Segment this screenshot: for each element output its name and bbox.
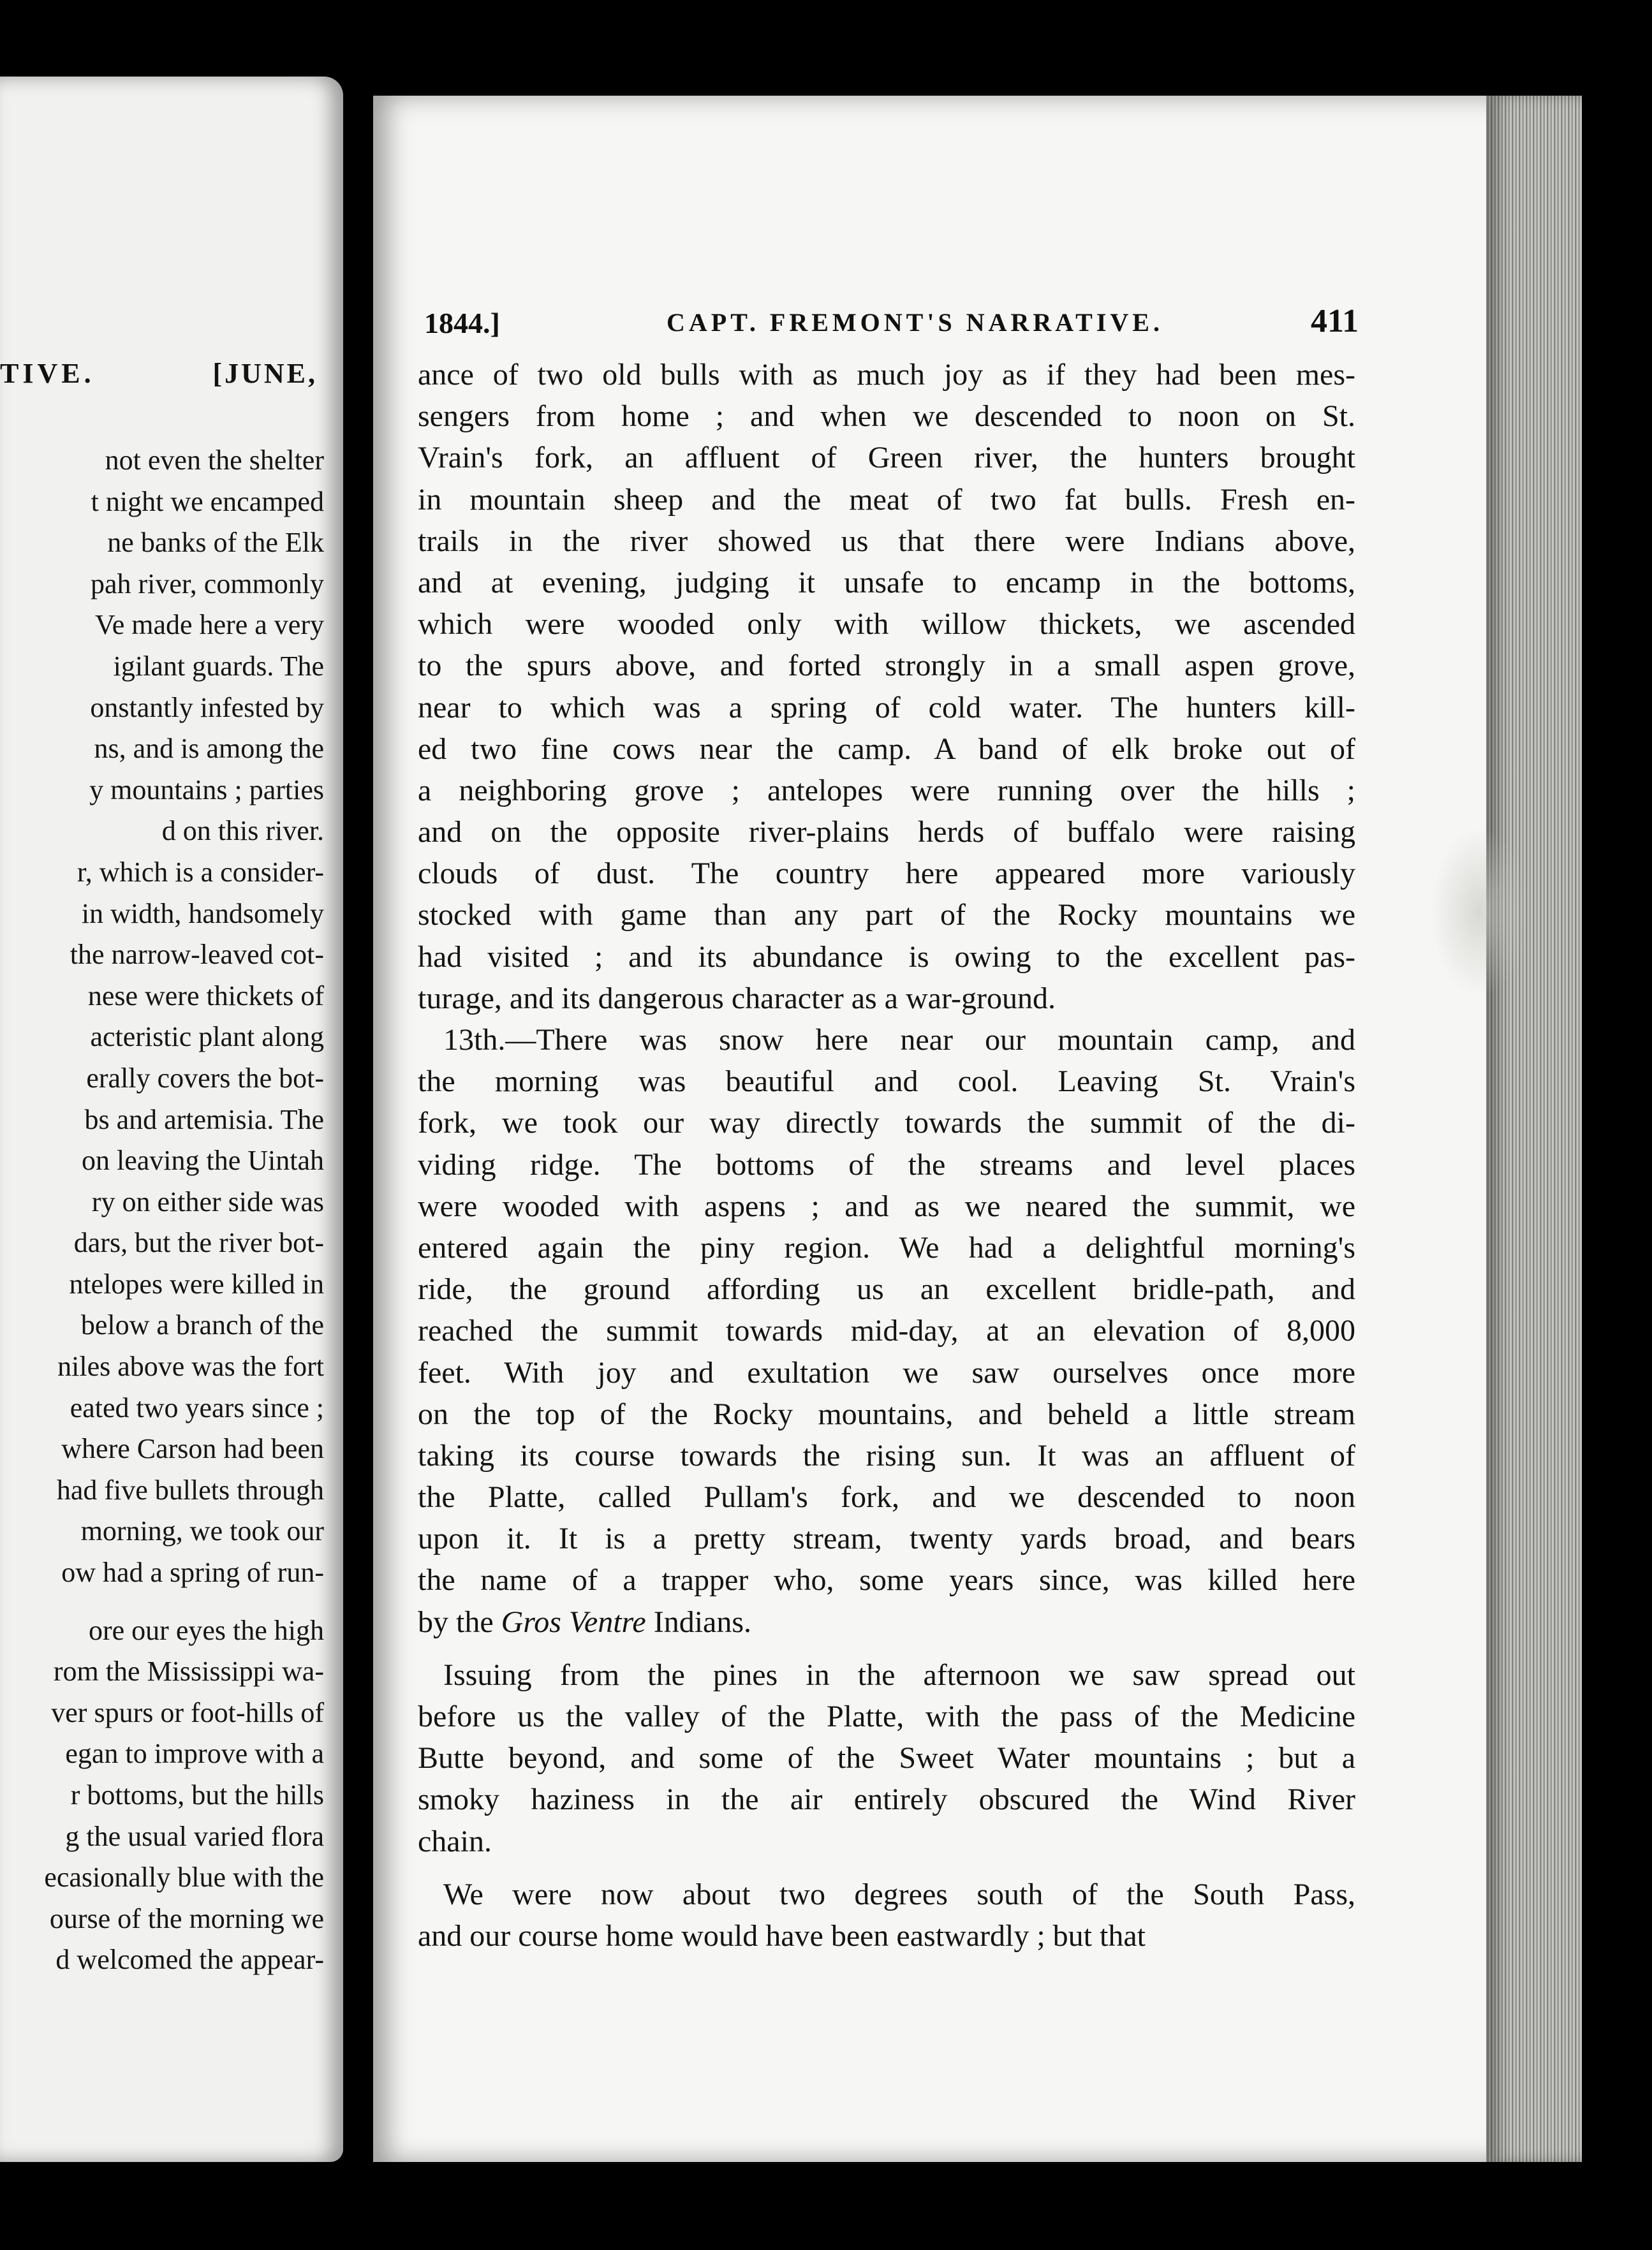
text-line: stocked with game than any part of the Rocky mountains we <box>418 898 1355 932</box>
left-running-header <box>0 357 343 402</box>
left-text-line: not even the shelter <box>105 445 324 476</box>
left-text-line: Ve made here a very <box>94 609 324 641</box>
text-line: turage, and its dangerous character as a war-ground. <box>418 981 1056 1015</box>
left-text-line: niles above was the fort <box>57 1351 324 1383</box>
text-line: clouds of dust. The country here appeared more variously <box>418 857 1355 891</box>
text-line: the Platte, called Pullam's fork, and we descended to noon <box>418 1480 1355 1515</box>
left-header-title: TIVE. <box>0 358 95 389</box>
left-text-line: r bottoms, but the hills <box>70 1779 324 1811</box>
page-number: 411 <box>1311 303 1359 339</box>
header-title: CAPT. FREMONT'S NARRATIVE. <box>667 308 1163 337</box>
body-text <box>418 354 1355 1957</box>
text-line: fork, we took our way directly towards the summit of the di- <box>418 1106 1355 1140</box>
text-line: 13th.—There was snow here near our mountain camp, and <box>443 1023 1355 1057</box>
text-line: in mountain sheep and the meat of two fat bulls. Fresh en- <box>418 482 1355 517</box>
text-line: sengers from home ; and when we descended to noon on St. <box>418 399 1355 434</box>
left-text-line: in width, handsomely <box>81 897 324 929</box>
text-line: to the spurs above, and forted strongly in a small aspen grove, <box>418 649 1355 683</box>
left-text-line: igilant guards. The <box>113 650 324 682</box>
text-segment: Indians. <box>645 1605 752 1639</box>
left-text-line: egan to improve with a <box>65 1738 324 1770</box>
left-text-line: r, which is a consider- <box>77 856 324 888</box>
left-text-line: ne banks of the Elk <box>107 527 324 559</box>
left-text-line: pah river, commonly <box>90 568 324 599</box>
text-line: the morning was beautiful and cool. Leaving St. Vrain's <box>418 1064 1355 1099</box>
left-text-line: ntelopes were killed in <box>69 1268 324 1300</box>
text-line: before us the valley of the Platte, with the pass of the Medicine <box>418 1700 1355 1733</box>
left-text-line: where Carson had been <box>61 1433 324 1465</box>
left-text-line: d on this river. <box>161 815 324 847</box>
text-line: the name of a trapper who, some years since, was killed here <box>418 1563 1355 1598</box>
text-line: ride, the ground affording us an excellent bridle-path, and <box>418 1272 1355 1307</box>
text-line: Vrain's fork, an affluent of Green river, the hunters brought <box>418 441 1355 475</box>
left-page-text <box>0 440 324 1981</box>
text-line: on the top of the Rocky mountains, and beheld a little stream <box>418 1397 1355 1431</box>
left-text-line: below a branch of the <box>80 1309 324 1341</box>
left-header-month: [JUNE, <box>212 358 318 389</box>
left-text-line: ourse of the morning we <box>49 1902 324 1934</box>
text-line: were wooded with aspens ; and as we neared the summit, we <box>418 1189 1355 1223</box>
left-text-line: d welcomed the appear- <box>55 1944 324 1976</box>
left-text-line: nese were thickets of <box>87 980 324 1011</box>
header-year: 1844.] <box>424 307 500 339</box>
text-line: and on the opposite river-plains herds of buffalo were raising <box>418 815 1355 849</box>
left-text-line: eated two years since ; <box>70 1392 324 1423</box>
text-line: had visited ; and its abundance is owing to the excellent pas- <box>418 939 1355 974</box>
text-line: entered again the piny region. We had a delightful morning's <box>418 1230 1355 1265</box>
text-line: viding ridge. The bottoms of the streams and level places <box>418 1147 1355 1182</box>
text-line: trails in the river showed us that there were Indians above, <box>418 524 1355 558</box>
text-line: reached the summit towards mid-day, at an elevation of 8,000 <box>418 1314 1355 1348</box>
left-text-line: ry on either side was <box>91 1186 324 1217</box>
left-text-line: ver spurs or foot-hills of <box>51 1696 324 1728</box>
text-line: Butte beyond, and some of the Sweet Water mountains ; but a <box>418 1741 1355 1776</box>
text-line: We were now about two degrees south of the South Pass, <box>443 1877 1355 1911</box>
text-line: ed two fine cows near the camp. A band of elk broke out of <box>418 732 1355 766</box>
text-line: feet. With joy and exultation we saw ourselves once more <box>418 1355 1355 1390</box>
left-page <box>0 77 343 2162</box>
text-segment: by the <box>418 1605 501 1639</box>
left-text-line: onstantly infested by <box>90 691 324 723</box>
page-edges <box>1486 96 1582 2162</box>
text-line: Issuing from the pines in the afternoon we saw spread out <box>443 1658 1355 1692</box>
text-line: and at evening, judging it unsafe to encamp in the bottoms, <box>418 565 1355 599</box>
text-line: ance of two old bulls with as much joy as if they had been mes- <box>418 358 1355 392</box>
text-line: which were wooded only with willow thickets, we ascended <box>418 607 1355 642</box>
text-line: chain. <box>418 1824 492 1858</box>
left-text-line: erally covers the bot- <box>86 1062 324 1094</box>
left-text-line: dars, but the river bot- <box>73 1227 324 1259</box>
left-text-line: on leaving the Uintah <box>81 1145 324 1177</box>
text-line: and our course home would have been eastwardly ; but that <box>418 1918 1146 1953</box>
left-text-line: morning, we took our <box>80 1515 324 1547</box>
left-text-line: g the usual varied flora <box>65 1820 324 1852</box>
text-line: smoky haziness in the air entirely obscured the Wind River <box>418 1783 1355 1817</box>
left-text-line: the narrow-leaved cot- <box>70 939 324 971</box>
left-text-line: ns, and is among the <box>94 733 324 765</box>
italic-tribe-name: Gros Ventre <box>501 1605 646 1639</box>
text-line: upon it. It is a pretty stream, twenty yards broad, and bears <box>418 1522 1355 1556</box>
paper-stain <box>1432 829 1528 995</box>
left-text-line: ecasionally blue with the <box>44 1862 324 1893</box>
running-header <box>373 300 1368 351</box>
left-text-line: had five bullets through <box>56 1474 324 1506</box>
left-text-line: ore our eyes the high <box>89 1614 324 1646</box>
text-line: near to which was a spring of cold water. The hunters kill- <box>418 690 1355 724</box>
text-line: a neighboring grove ; antelopes were running over the hills ; <box>418 773 1355 807</box>
left-text-line: ow had a spring of run- <box>61 1557 324 1589</box>
left-text-line: y mountains ; parties <box>89 774 324 805</box>
left-text-line: rom the Mississippi wa- <box>53 1656 324 1688</box>
text-line <box>418 1601 1355 1643</box>
left-text-line: acteristic plant along <box>90 1021 324 1053</box>
right-page <box>373 96 1582 2162</box>
left-text-line: t night we encamped <box>91 485 324 517</box>
text-line: taking its course towards the rising sun. It was an affluent of <box>418 1438 1355 1473</box>
left-text-line: bs and artemisia. The <box>84 1103 324 1135</box>
